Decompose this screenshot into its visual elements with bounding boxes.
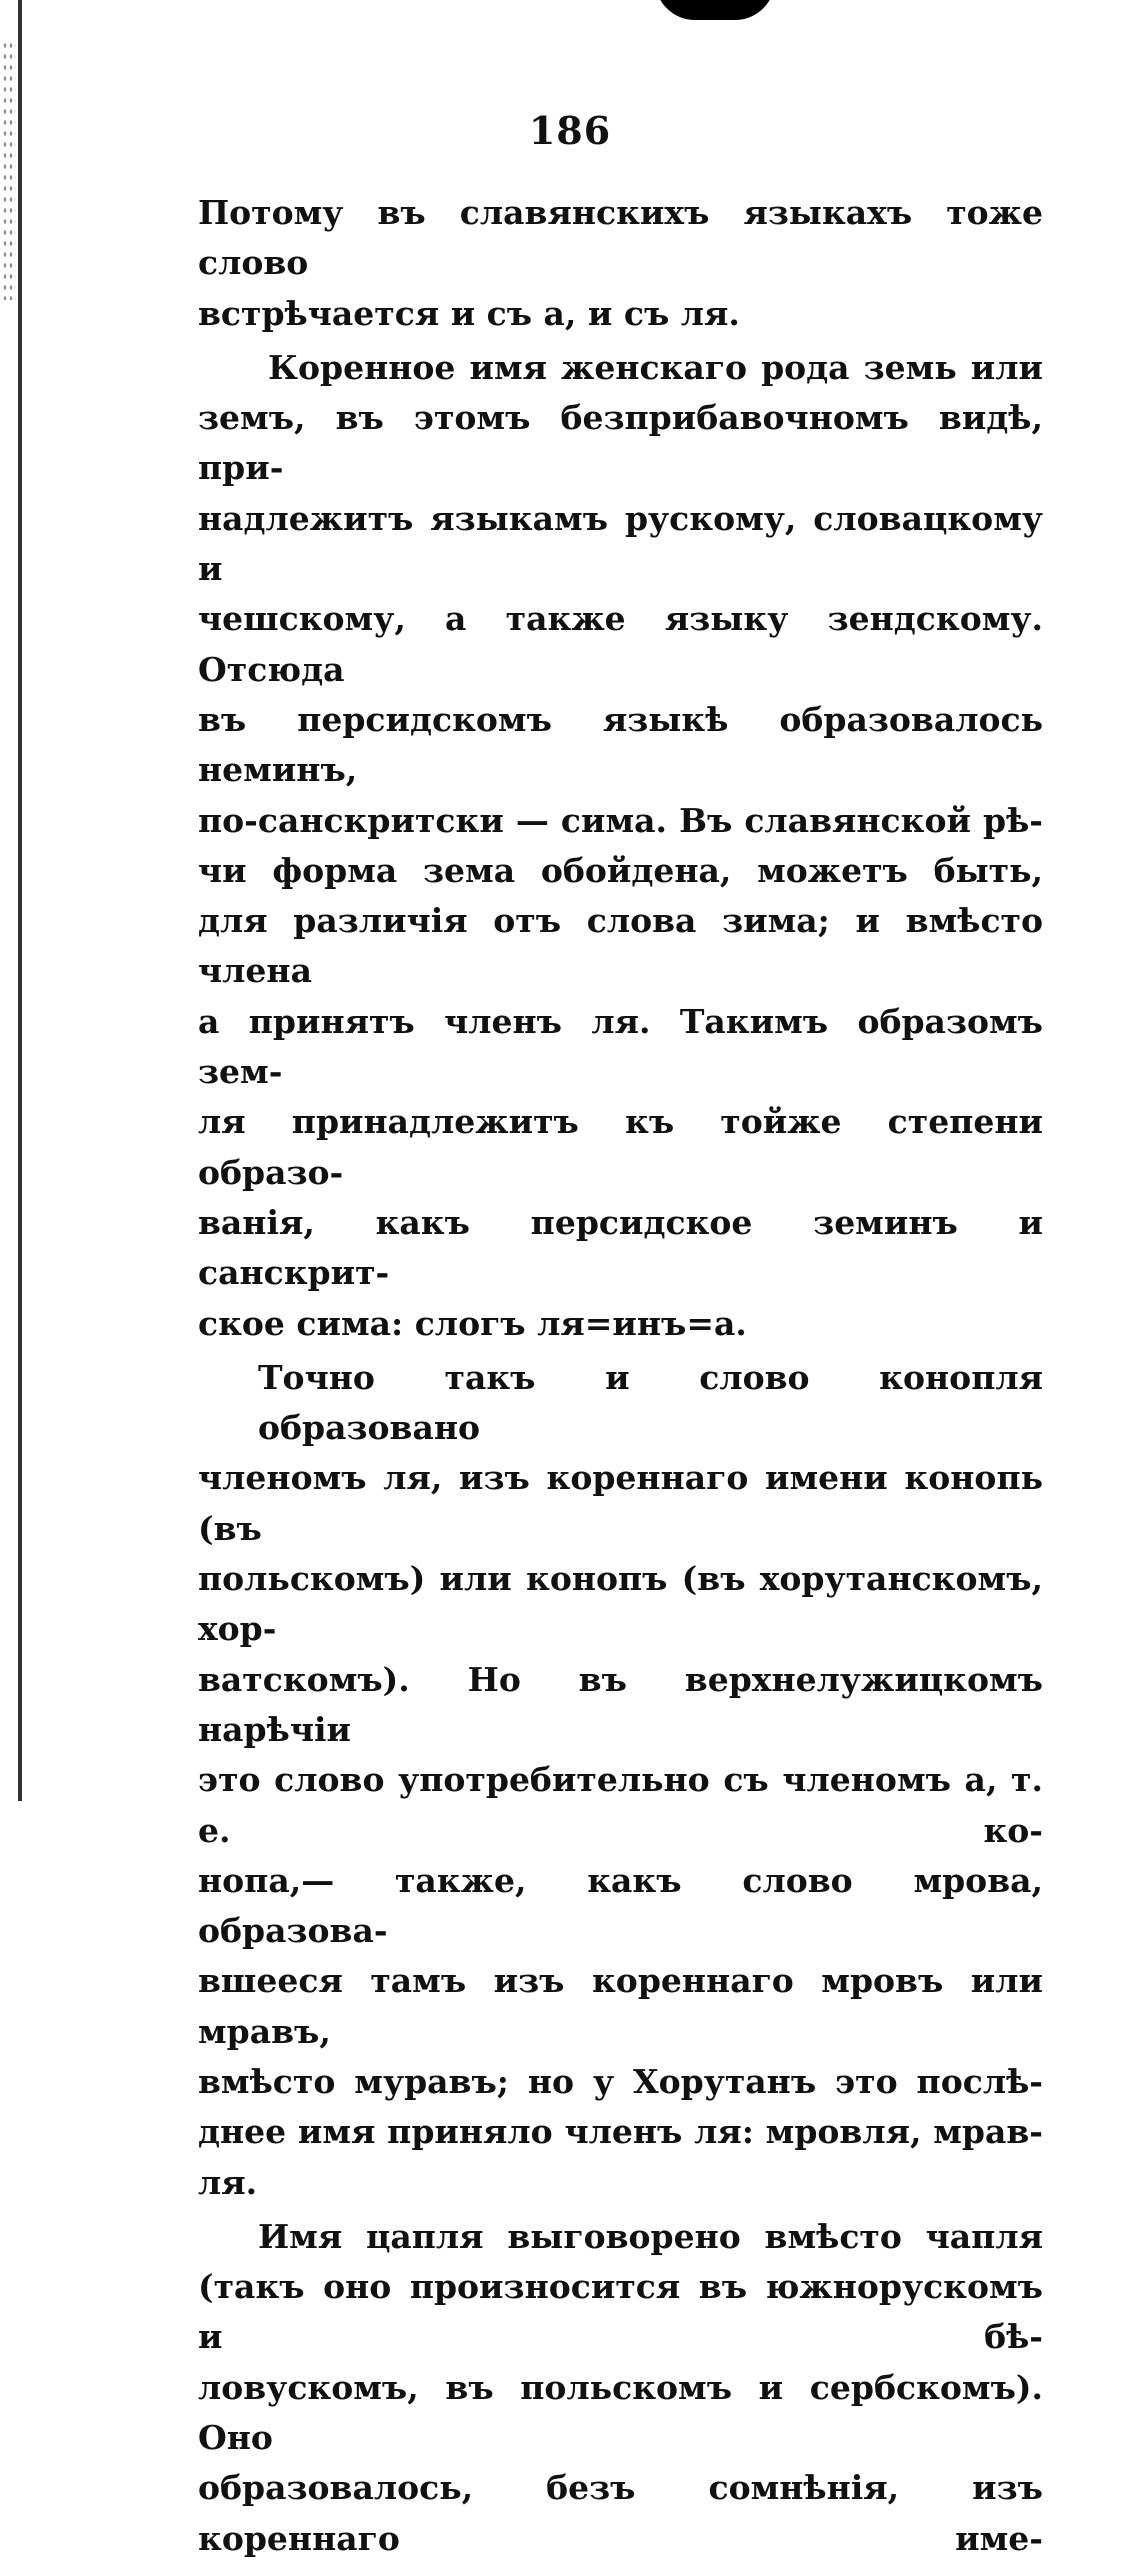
paragraph-2 [198, 343, 1043, 1349]
text-line: въ персидскомъ языкѣ образовалось неминъ, [198, 699, 1043, 790]
text-line: ля принадлежитъ къ тойже степени образо- [198, 1102, 1043, 1192]
text-line: Точно такъ и слово конопля образовано [258, 1357, 1043, 1448]
text-line: (такъ оно произносится въ южнорускомъ и бѣ- [198, 2267, 1043, 2357]
paragraph-4 [198, 2212, 1043, 2564]
text-line: днее имя приняло членъ ля: мровля, мрав- [198, 2112, 1043, 2152]
paragraph-3 [198, 1353, 1043, 2208]
text-line: ловускомъ, въ польскомъ и сербскомъ). Оно [198, 2367, 1043, 2458]
text-line: Коренное имя женскаго рода земь или [268, 347, 1043, 387]
text-line: вмѣсто муравъ; но у Хорутанъ это послѣ- [198, 2061, 1043, 2101]
paragraph-1 [198, 188, 1043, 339]
text-line: образовалось, безъ сомнѣнія, изъ кореннаго име- [198, 2468, 1043, 2558]
text-line: польскомъ) или конопъ (въ хорутанскомъ, хор- [198, 1559, 1043, 1649]
text-line: Имя цапля выговорено вмѣсто чапля [258, 2216, 1043, 2256]
text-line: чешскому, а также языку зендскому. Отсюда [198, 599, 1043, 689]
body-text [198, 188, 1043, 2564]
text-line: надлежитъ языкамъ рускому, словацкому и [198, 498, 1043, 589]
text-line: а принятъ членъ ля. Такимъ образомъ зем- [198, 1001, 1043, 1092]
scan-speckles [2, 40, 16, 300]
text-line: вшееся тамъ изъ кореннаго мровъ или мравъ, [198, 1961, 1043, 2051]
text-line: это слово употребительно съ членомъ а, т. е. ко- [198, 1760, 1043, 1850]
ink-blot [655, 0, 775, 20]
text-line: для различія отъ слова зима; и вмѣсто члена [198, 901, 1043, 991]
text-line: встрѣчается и съ а, и съ ля. [198, 293, 740, 333]
text-line: ванія, какъ персидское земинъ и санскрит- [198, 1202, 1043, 1293]
text-line: нопа,— также, какъ слово мрова, образова- [198, 1860, 1043, 1951]
text-line: чи форма зема обойдена, можетъ быть, [198, 850, 1043, 890]
text-line: земъ, въ этомъ безприбавочномъ видѣ, при- [198, 398, 1043, 488]
page-number: 186 [528, 108, 612, 153]
text-line: ватскомъ). Но въ верхнелужицкомъ нарѣчіи [198, 1659, 1043, 1749]
text-line: по-санскритски — сима. Въ славянской рѣ- [198, 800, 1043, 840]
text-line: Потому въ славянскихъ языкахъ тоже слово [198, 193, 1043, 283]
text-line: ля. [198, 2162, 258, 2202]
text-line: ское сима: слогъ ля=инъ=а. [198, 1303, 747, 1343]
text-line: членомъ ля, изъ кореннаго имени конопь (въ [198, 1458, 1043, 1548]
